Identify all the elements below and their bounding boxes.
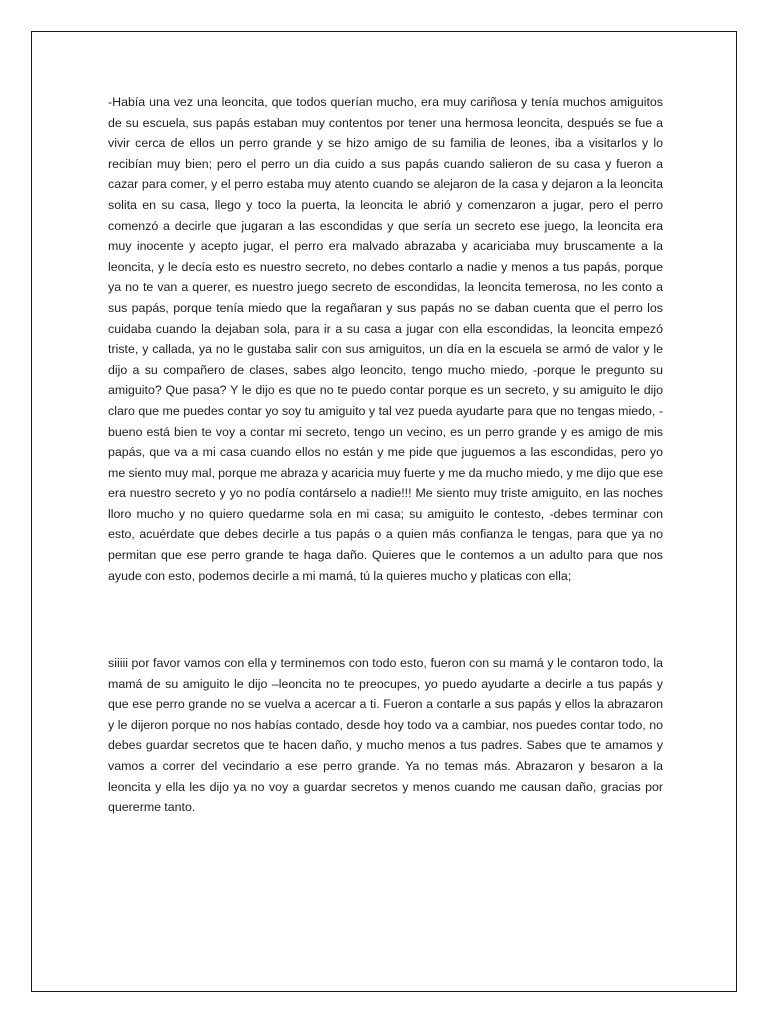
story-paragraph-1: -Había una vez una leoncita, que todos querían mucho, era muy cariñosa y tenía muchos amiguitos de su escuela, sus papás estaban muy contentos por tener una hermosa leoncita, después se fue a vivir cerca de ellos un perro grande y se hizo amigo de su familia de leones, iba a visitarlos y lo recibían muy bien; pero el perro un dia cuido a sus papás cuando salieron de su casa y fueron a cazar para comer, y el perro estaba muy atento cuando se alejaron de la casa y dejaron a la leoncita solita en su casa, llego y toco la puerta, la leoncita le abrió y comenzaron a jugar, pero el perro comenzó a decirle que jugaran a las escondidas y que sería un secreto ese juego, la leoncita era muy inocente y acepto jugar, el perro era malvado abrazaba y acariciaba muy bruscamente a la leoncita, y le decía esto es nuestro secreto, no debes contarlo a nadie y menos a tus papás, porque ya no te van a querer, es nuestro juego secreto de escondidas, la leoncita temerosa, no les conto a sus papás, porque tenía miedo que la regañaran y sus papás no se daban cuenta que el perro los cuidaba cuando la dejaban sola, para ir a su casa a jugar con ella escondidas, la leoncita empezó triste, y callada, ya no le gustaba salir con sus amiguitos, un día en la escuela se armó de valor y le dijo a su compañero de clases, sabes algo leoncito, tengo mucho miedo, -porque le pregunto su amiguito? Que pasa? Y le dijo es que no te puedo contar porque es un secreto, y su amiguito le dijo claro que me puedes contar yo soy tu amiguito y tal vez pueda ayudarte para que no tengas miedo, -bueno está bien te voy a contar mi secreto, tengo un vecino, es un perro grande y es amigo de mis papás, que va a mi casa cuando ellos no están y me pide que juguemos a las escondidas, pero yo me siento muy mal, porque me abraza y acaricia muy fuerte y me da mucho miedo, y me dijo que ese era nuestro secreto y yo no podía contárselo a nadie!!! Me siento muy triste amiguito, en las noches lloro mucho y no quiero quedarme sola en mi casa; su amiguito le contesto, -debes terminar con esto, acuérdate que debes decirle a tus papás o a quien más confianza le tengas, para que ya no permitan que ese perro grande te haga daño. Quieres que le contemos a un adulto para que nos ayude con esto, podemos decirle a mi mamá, tú la quieres mucho y platicas con ella; [108, 95, 663, 583]
story-paragraph-2: siiiii por favor vamos con ella y terminemos con todo esto, fueron con su mamá y le contaron todo, la mamá de su amiguito le dijo –leoncita no te preocupes, yo puedo ayudarte a decirle a tus papás y que ese perro grande no se vuelva a acercar a ti. Fueron a contarle a sus papás y ellos la abrazaron y le dijeron porque no nos habías contado, desde hoy todo va a cambiar, nos puedes contar todo, no debes guardar secretos que te hacen daño, y mucho menos a tus padres. Sabes que te amamos y vamos a correr del vecindario a ese perro grande. Ya no temas más. Abrazaron y besaron a la leoncita y ella les dijo ya no voy a guardar secretos y menos cuando me causan daño, gracias por quererme tanto. [108, 656, 663, 815]
document-page [31, 31, 737, 992]
